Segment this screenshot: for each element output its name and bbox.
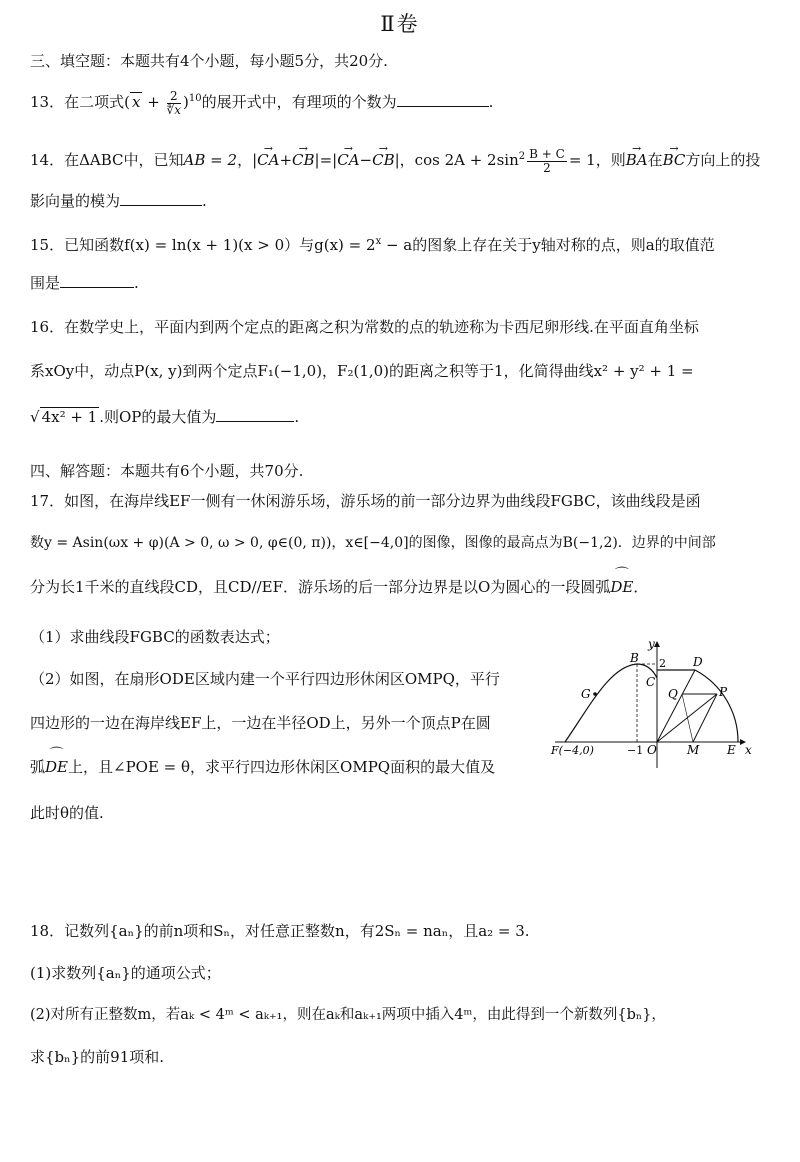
question-16-line-3: √ 4x² + 1 .则OP的最大值为 . bbox=[30, 408, 300, 426]
sqrt-x: x bbox=[131, 93, 141, 111]
arc-de-2: ⌒ DE bbox=[45, 756, 68, 778]
q15-line2: 围是 bbox=[30, 274, 61, 292]
q17-figure bbox=[545, 636, 755, 776]
answer-blank-14[interactable] bbox=[120, 191, 202, 206]
answer-blank-15[interactable] bbox=[60, 273, 134, 288]
q13-pre: 在二项式 bbox=[64, 93, 125, 111]
curve-fgbc bbox=[565, 664, 657, 742]
label-g: G bbox=[581, 687, 591, 701]
q16-line1: 在数学史上，平面内到两个定点的距离之积为常数的点的轨迹称为卡西尼卵形线.在平面直角坐标 bbox=[64, 318, 699, 336]
question-16-line-2 bbox=[30, 360, 694, 382]
q15-text2: − a的图象上存在关于y轴对称的点，则a的取值范 bbox=[381, 236, 715, 254]
label-e: E bbox=[727, 743, 736, 757]
label-x: x bbox=[745, 743, 752, 757]
question-18-part-2b: 求{bₙ}的前91项和. bbox=[30, 1048, 165, 1066]
question-17-part-2-line-3: 弧⌒ DE上，且∠POE = θ，求平行四边形休闲区OMPQ面积的最大值及 bbox=[30, 756, 495, 778]
segment-op bbox=[657, 694, 717, 742]
question-18-part-2: (2)对所有正整数m，若aₖ < 4ᵐ < aₖ₊₁，则在aₖ和aₖ₊₁两项中插入4ᵐ，由此得到一个新数列{bₙ}， bbox=[30, 1007, 666, 1023]
q13-num: 13． bbox=[30, 93, 65, 111]
q14-text-a: 在ΔABC中，已知 bbox=[64, 151, 184, 169]
label-b: B bbox=[630, 651, 639, 665]
fraction-b-plus-c: $\frac{B + C}{2}$ bbox=[529, 146, 565, 175]
section-3-header: 三、填空题：本题共有4个小题，每小题5分，共20分. bbox=[30, 52, 388, 70]
question-15-line-2: 围是 . bbox=[30, 274, 139, 292]
q15-num: 15． bbox=[30, 236, 65, 254]
q16-sqrt: 4x² + 1 bbox=[41, 408, 98, 426]
question-13: 13．在二项式( x + $\frac{2}{∜x}$ )$^{10}$的展开式中，有理项的个数为 . bbox=[30, 88, 494, 117]
question-17-part-2-line-2: 四边形的一边在海岸线EF上，一边在半径OD上，另外一个顶点P在圆 bbox=[30, 714, 491, 732]
q14-ab: AB = 2 bbox=[183, 151, 238, 169]
question-14-line-2: 影向量的模为 . bbox=[30, 192, 207, 210]
question-14-line-1: 14．在ΔABC中，已知AB = 2，|→ CA+→ CB|=|→ CA−→ CB|，$\cos 2A + 2\sin^2$ $\frac{B + C}{2}$ = 1，则→ BA在→ BC方向上的投 bbox=[30, 146, 760, 175]
question-17-part-1: （1）求曲线段FGBC的函数表达式； bbox=[30, 628, 280, 646]
arc-de: ⌒ DE bbox=[610, 576, 633, 598]
question-17-line-3: 分为长1千米的直线段CD，且CD//EF．游乐场的后一部分边界是以O为圆心的一段圆弧⌒ DE． bbox=[30, 576, 648, 598]
question-15-line-1: 15．已知函数f(x) = ln(x + 1)(x > 0）与$g(x) = 2^x - a$的图象上存在关于y轴对称的点，则a的取值范 bbox=[30, 236, 715, 254]
q13-post: 的展开式中，有理项的个数为 bbox=[201, 93, 397, 111]
question-17-part-2-line-4: 此时θ的值. bbox=[30, 804, 104, 822]
question-16-line-1 bbox=[30, 316, 699, 338]
radius-od bbox=[657, 670, 695, 742]
label-f: F(−4,0) bbox=[551, 744, 594, 757]
question-17-line-1: 17．如图，在海岸线EF一侧有一休闲游乐场，游乐场的前一部分边界为曲线段FGBC，该曲线段是函 bbox=[30, 492, 701, 510]
question-17-part-2-line-1: （2）如图，在扇形ODE区域内建一个平行四边形休闲区OMPQ，平行 bbox=[30, 670, 500, 688]
q16-num: 16． bbox=[30, 318, 65, 336]
page-title: Ⅱ卷 bbox=[380, 12, 420, 36]
q16-line3: .则OP的最大值为 bbox=[99, 408, 217, 426]
segment-mp bbox=[693, 694, 717, 742]
point-g bbox=[593, 692, 597, 696]
q15-text1: 已知函数f(x) = ln(x + 1)(x > 0）与g(x) = 2 bbox=[64, 236, 376, 254]
q14-eq: = 1，则 bbox=[568, 151, 626, 169]
q14-num: 14． bbox=[30, 151, 65, 169]
answer-blank-16[interactable] bbox=[216, 407, 294, 422]
section-4-header: 四、解答题：本题共有6个小题，共70分. bbox=[30, 462, 304, 480]
q14-mid: 在 bbox=[647, 151, 663, 169]
label-p: P bbox=[719, 685, 728, 699]
label-minus-1: −1 bbox=[627, 744, 644, 757]
question-18-part-1: (1)求数列{aₙ}的通项公式； bbox=[30, 964, 221, 982]
q16-line2: 系xOy中，动点P(x, y)到两个定点F₁(−1,0)，F₂(1,0)的距离之积等于1，化简得曲线x² + y² + 1 = bbox=[30, 362, 694, 380]
segment-qm bbox=[682, 694, 693, 742]
label-d: D bbox=[693, 655, 703, 669]
question-18-line-1: 18．记数列{aₙ}的前n项和Sₙ，对任意正整数n，有2Sₙ = naₙ，且a₂ = 3. bbox=[30, 922, 530, 940]
q14-cos: cos 2A + 2sin bbox=[414, 151, 519, 169]
q14-line2: 影向量的模为 bbox=[30, 192, 121, 210]
fraction-2-over-root4x: $\frac{2}{∜x}$ bbox=[166, 88, 181, 117]
q14-sep: ， bbox=[237, 151, 253, 169]
label-c: C bbox=[646, 675, 656, 689]
label-m: M bbox=[687, 743, 700, 757]
q13-end: . bbox=[488, 93, 494, 111]
label-o: O bbox=[647, 743, 657, 757]
label-y: y bbox=[648, 637, 655, 651]
q14-text-b: 方向上的投 bbox=[685, 151, 761, 169]
answer-blank-13[interactable] bbox=[397, 92, 489, 107]
label-2: 2 bbox=[659, 657, 666, 670]
question-17-line-2: 数y = Asin(ωx + φ)(A > 0, ω > 0, φ∈(0, π))，x∈[−4,0]的图像，图像的最高点为B(−1,2)．边界的中间部 bbox=[30, 535, 716, 551]
label-q: Q bbox=[668, 687, 678, 701]
